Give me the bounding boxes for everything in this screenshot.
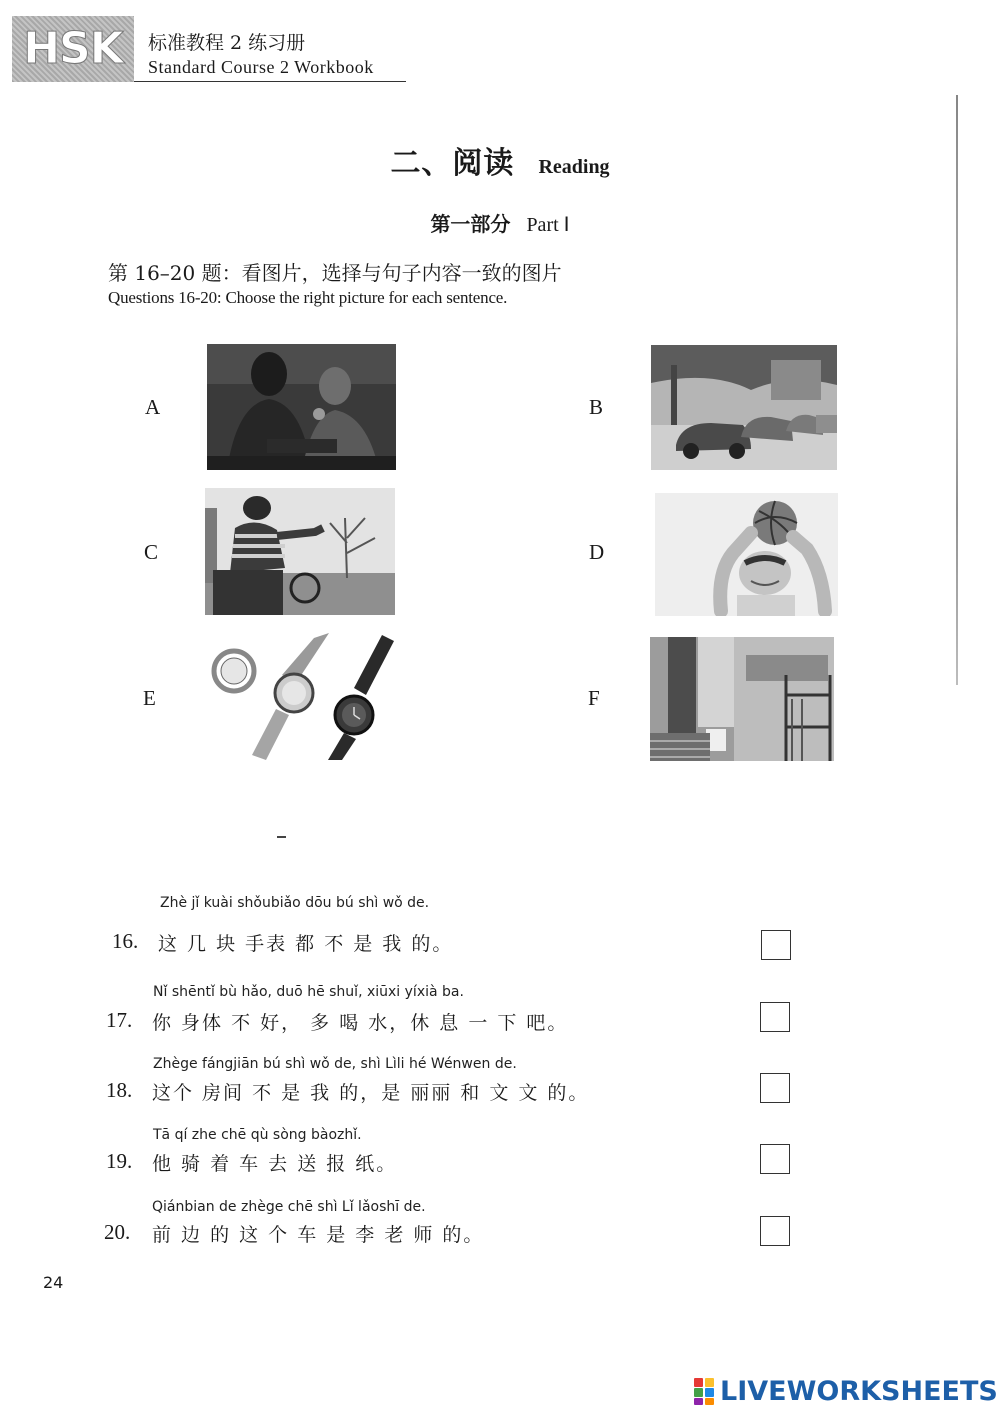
section-title [0, 138, 1000, 182]
question-19-text: 他 骑 着 车 去 送 报 纸。 [152, 1153, 398, 1175]
picture-letter-a: A [145, 395, 161, 419]
question-20-answer-box[interactable] [760, 1216, 790, 1246]
page-number: 24 [43, 1273, 64, 1292]
picture-a-people-talking [207, 344, 396, 470]
picture-letter-e: E [143, 686, 156, 710]
part-title [0, 208, 1000, 237]
part-title-cn: 第一部分 [430, 212, 511, 236]
question-17-pinyin: Nǐ shēntǐ bù hǎo, duō hē shuǐ, xiūxi yíxià ba. [153, 984, 464, 1000]
question-16-number: 16. [112, 929, 139, 953]
picture-f-dorm-room [650, 637, 834, 761]
instructions-cn: 第 16–20 题：看图片，选择与句子内容一致的图片 [108, 261, 562, 285]
question-20-pinyin: Qiánbian de zhège chē shì Lǐ lǎoshī de. [152, 1199, 426, 1215]
question-18-number: 18. [106, 1078, 133, 1102]
question-17-text: 你 身体 不 好， 多 喝 水，休 息 一 下 吧。 [152, 1012, 569, 1034]
question-20-number: 20. [104, 1220, 131, 1244]
instructions-en: Questions 16-20: Choose the right picture for each sentence. [108, 288, 508, 307]
question-19-number: 19. [106, 1149, 133, 1173]
picture-letter-f: F [588, 686, 600, 710]
question-17-answer-box[interactable] [760, 1002, 790, 1032]
question-16-text: 这 几 块 手表 都 不 是 我 的。 [158, 933, 454, 955]
section-title-cn: 二、阅读 [390, 146, 515, 181]
header-divider [134, 81, 406, 82]
workbook-title-en: Standard Course 2 Workbook [148, 57, 374, 77]
picture-letter-d: D [589, 540, 605, 564]
hsk-logo: HSK [12, 16, 134, 82]
picture-letter-b: B [589, 395, 604, 419]
picture-c-person-cycling [205, 488, 395, 615]
question-17-number: 17. [106, 1008, 133, 1032]
picture-letter-c: C [144, 540, 159, 564]
question-16-pinyin: Zhè jǐ kuài shǒubiǎo dōu bú shì wǒ de. [160, 895, 430, 911]
liveworksheets-wordmark: LIVEWORKSHEETS [720, 1376, 998, 1407]
part-title-en: Part Ⅰ [526, 214, 570, 236]
liveworksheets-logo-icon [694, 1378, 716, 1406]
question-19-answer-box[interactable] [760, 1144, 790, 1174]
question-16-answer-box[interactable] [761, 930, 791, 960]
section-title-en: Reading [538, 156, 610, 178]
question-18-pinyin: Zhège fángjiān bú shì wǒ de, shì Lìli hé Wénwen de. [153, 1056, 517, 1072]
scan-edge-line [956, 95, 958, 685]
question-18-text: 这个 房间 不 是 我 的，是 丽丽 和 文 文 的。 [152, 1082, 590, 1104]
picture-b-cars-on-street [651, 345, 837, 470]
workbook-title-cn: 标准教程 2 练习册 [148, 32, 306, 54]
stray-mark [277, 836, 286, 838]
question-18-answer-box[interactable] [760, 1073, 790, 1103]
picture-d-man-basketball [655, 493, 838, 616]
question-19-pinyin: Tā qí zhe chē qù sòng bàozhǐ. [153, 1127, 362, 1143]
picture-e-wristwatches [204, 633, 396, 760]
question-20-text: 前 边 的 这 个 车 是 李 老 师 的。 [152, 1224, 485, 1246]
